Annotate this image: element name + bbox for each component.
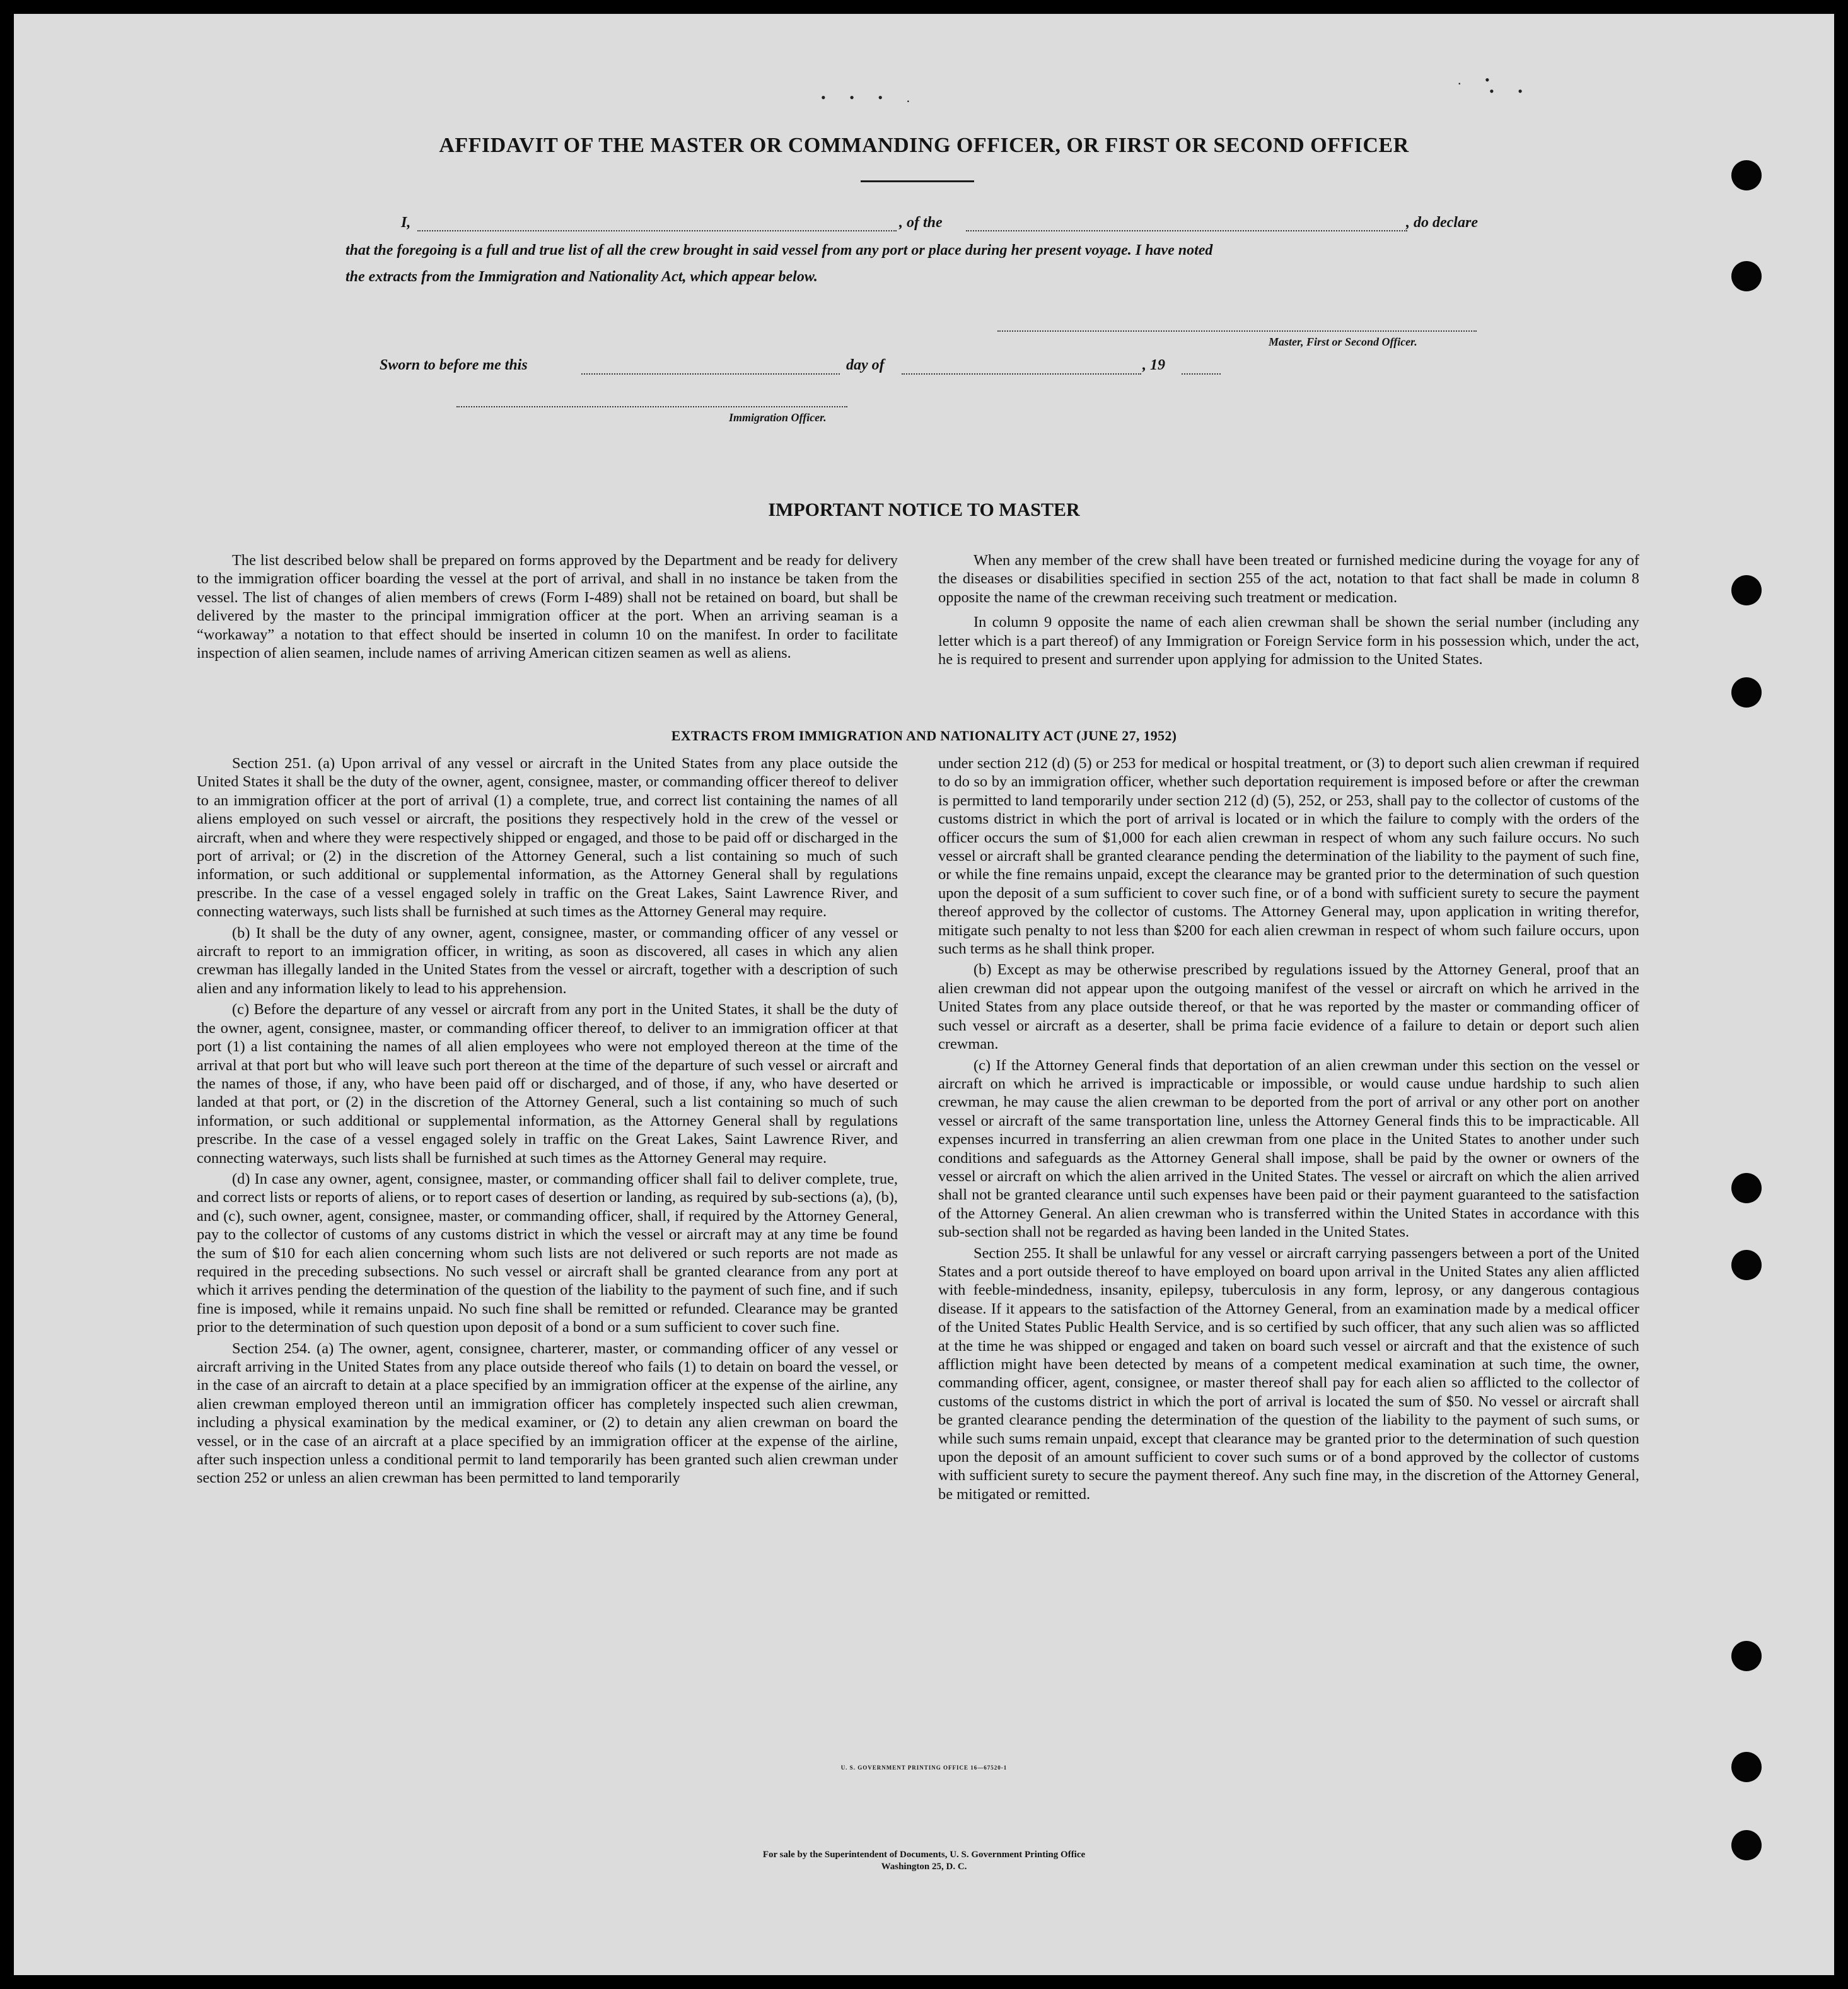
sworn-label: Sworn to before me this [380, 357, 528, 373]
binder-hole [1731, 575, 1762, 605]
do-declare-label: , do declare [1406, 214, 1478, 231]
year-blank[interactable] [1182, 373, 1221, 375]
gpo-imprint: U. S. GOVERNMENT PRINTING OFFICE 16—67520-1 [840, 1764, 1008, 1771]
affidavit-line-2: that the foregoing is a full and true list of all the crew brought in said vessel from any port or place during her present voyage. I have noted [346, 242, 1213, 259]
affidavit-line-3: the extracts from the Immigration and Nationality Act, which appear below. [346, 269, 818, 285]
vessel-blank-line[interactable] [966, 230, 1407, 231]
extract-paragraph: Section 251. (a) Upon arrival of any vessel or aircraft in the United States from any place outside the United States it shall be the duty of the owner, agent, consignee, master, or commanding officer thereof to deliver to an immigration officer at the port of arrival (1) a complete, true, and correct list containing the names of all aliens employed on such vessel or aircraft, the positions they respectively hold in the crew of the vessel or aircraft, when and where they were respectively shipped or engaged, and those to be paid off or discharged in the port of arrival; or (2) in the discretion of the Attorney General, such a list containing so much of such information, or such additional or supplemental information, as the Attorney General shall by regulations prescribe. In the case of a vessel engaged solely in traffic on the Great Lakes, Saint Lawrence River, and connecting waterways, such lists shall be furnished at such times as the Attorney General may require. [197, 755, 898, 921]
extract-paragraph: under section 212 (d) (5) or 253 for medical or hospital treatment, or (3) to deport such alien crewman if required to do so by an immigration officer, whether such deportation requirement is imposed before or after the crewman is permitted to land temporarily under section 212 (d) (5), 252, or 253, shall pay to the collector of customs of the customs district in which the port of arrival is located or in which the failure to comply with the orders of the officer occurs the sum of $1,000 for each alien crewman in respect of whom any such failure occurs. No such vessel or aircraft shall be granted clearance pending the determination of the liability to the payment of such fine, or while the fine remains unpaid, except the clearance may be granted prior to the determination of such question upon the deposit of a sum sufficient to cover such fine, or of a bond with sufficient surety to secure the payment thereof approved by the collector of customs. The Attorney General may, upon application in writing therefor, mitigate such penalty to not less than $200 for each alien crewman in respect of whom such failure occurs, upon such terms as he shall think proper. [938, 755, 1639, 958]
master-signature-caption: Master, First or Second Officer. [1269, 335, 1417, 348]
binder-hole [1731, 677, 1762, 708]
extracts-right-column [938, 754, 1639, 1503]
title-rule [861, 180, 974, 182]
notice-paragraph: In column 9 opposite the name of each alien crewman shall be shown the serial number (including any letter which is a part thereof) of any Immigration or Foreign Service form in his possession which, under the act, he is required to present and surrender upon applying for admission to the United States. [938, 614, 1639, 668]
extract-paragraph: (b) Except as may be otherwise prescribed by regulations issued by the Attorney General, proof that an alien crewman did not appear upon the outgoing manifest of the vessel or aircraft on which he arrived in the United States from any place outside thereof, or that he was reported by the master or commanding officer of such vessel or aircraft as a deserter, shall be prima facie evidence of a failure to detain or deport such alien crewman. [938, 961, 1639, 1053]
of-the-label: , of the [899, 214, 943, 231]
month-blank[interactable] [902, 373, 1141, 375]
extract-paragraph: (d) In case any owner, agent, consignee, master, or commanding officer shall fail to deliver complete, true, and correct lists or reports of aliens, or to report cases of desertion or landing, as required by sub-sections (a), (b), and (c), such owner, agent, consignee, master, or commanding officer, shall, if required by the Attorney General, pay to the collector of customs of any customs district in which the vessel or aircraft may at any time be found the sum of $10 for each alien concerning whom such lists are not delivered or such reports are not made as required in the preceding subsections. No such vessel or aircraft shall be granted clearance from any port at which it arrives pending the determination of the question of the liability to the payment of such fine, and if such fine is imposed, while it remains unpaid. No such fine shall be remitted or refunded. Clearance may be granted prior to the determination of such question upon deposit of a bond or a sum sufficient to cover such fine. [197, 1170, 898, 1336]
binder-hole [1731, 1173, 1762, 1203]
name-blank-line[interactable] [417, 230, 897, 231]
binder-hole [1731, 1641, 1762, 1671]
notice-paragraph: The list described below shall be prepared on forms approved by the Department and be ready for delivery to the immigration officer boarding the vessel at the port of arrival, and shall in no instance be taken from the vessel. The list of changes of alien members of crews (Form I-489) shall not be retained on board, but shall be delivered by the master to the principal immigration officer at the port. When an arriving seaman is a “workaway” a notation to that effect should be inserted in column 10 on the manifest. In order to facilitate inspection of alien seamen, include names of arriving American citizen seamen as well as aliens. [197, 552, 898, 662]
notice-title: IMPORTANT NOTICE TO MASTER [768, 499, 1080, 520]
officer-signature-line[interactable] [456, 406, 847, 407]
sale-notice [14, 1849, 1834, 1873]
binder-hole [1731, 261, 1762, 291]
notice-paragraph: When any member of the crew shall have been treated or furnished medicine during the voyage for any of the diseases or disabilities specified in section 255 of the act, notation to that fact shall be made in column 8 opposite the name of the crewman receiving such treatment or medication. [938, 552, 1639, 606]
document-page [14, 14, 1834, 1975]
extract-paragraph: (b) It shall be the duty of any owner, agent, consignee, master, or commanding officer of any vessel or aircraft to report to an immigration officer, in writing, as soon as discovered, all cases in which any alien crewman has illegally landed in the United States from the vessel or aircraft, together with a description of such alien and any information likely to lead to his apprehension. [197, 924, 898, 997]
affidavit-title: AFFIDAVIT OF THE MASTER OR COMMANDING OFFICER, OR FIRST OR SECOND OFFICER [439, 134, 1409, 157]
binder-hole [1731, 1250, 1762, 1280]
extract-paragraph: (c) If the Attorney General finds that deportation of an alien crewman under this section on the vessel or aircraft on which he arrived is impracticable or impossible, or would cause undue hardship to such alien crewman, he may cause the alien crewman to be deported from the port of arrival or any other port on another vessel or aircraft of the same transportation line, unless the Attorney General finds this to be impracticable. All expenses incurred in transferring an alien crewman from one place in the United States to another under such conditions and safeguards as the Attorney General shall impose, shall be paid by the owner or owners of the vessel or aircraft on which the alien arrived in the United States. The vessel or aircraft on which the alien arrived shall not be granted clearance until such expenses have been paid or their payment guaranteed to the satisfaction of the Attorney General. An alien crewman who is transferred within the United States in accordance with this sub-section shall not be regarded as having been landed in the United States. [938, 1056, 1639, 1241]
extract-paragraph: Section 254. (a) The owner, agent, consignee, charterer, master, or commanding officer of any vessel or aircraft arriving in the United States from any place outside thereof who fails (1) to detain on board the vessel, or in the case of an aircraft to detain at a place specified by an immigration officer at the expense of the airline, any alien crewman employed thereon until an immigration officer has completely inspected such alien crewman, including a physical examination by the medical examiner, or (2) to detain any alien crewman on board the vessel, or in the case of an aircraft at a place specified by an immigration officer at the expense of the airline, after such inspection unless a conditional permit to land temporarily has been granted such alien crewman under section 252 or unless an alien crewman has been permitted to land temporarily [197, 1339, 898, 1487]
extracts-left-column [197, 754, 898, 1488]
day-of-label: day of [846, 357, 885, 373]
extract-paragraph: Section 255. It shall be unlawful for any vessel or aircraft carrying passengers between a port of the United States and a port outside thereof to have employed on board upon arrival in the United States any alien afflicted with feeble-mindedness, insanity, epilepsy, tuberculosis in any form, leprosy, or any dangerous contagious disease. If it appears to the satisfaction of the Attorney General, from an examination made by a medical officer of the United States Public Health Service, and is so certified by such officer, that any such alien was so afflicted at the time he was shipped or engaged and taken on board such vessel or aircraft and that the existence of such affliction might have been detected by means of a competent medical examination at such time, the owner, commanding officer, agent, consignee, or master thereof shall pay for each alien so afflicted to the collector of customs of the customs district in which the port of arrival is located the sum of $50. No vessel or aircraft shall be granted clearance pending the determination of the question of the liability to the payment of such sums, or while such sums remain unpaid, except that clearance may be granted prior to the determination of such question upon the deposit of an amount sufficient to cover such sums or of a bond approved by the collector of customs with sufficient surety to secure the payment thereof. Any such fine may, in the discretion of the Attorney General, be mitigated or remitted. [938, 1244, 1639, 1503]
affidavit-i-label: I, [401, 214, 411, 231]
year-label: , 19 [1142, 357, 1165, 373]
sworn-day-blank[interactable] [581, 373, 840, 375]
notice-right-column [938, 551, 1639, 668]
extract-paragraph: (c) Before the departure of any vessel or aircraft from any port in the United States, it shall be the duty of the owner, agent, consignee, master, or commanding officer thereof, to deliver to an immigration officer at that port (1) a list containing the names of all alien employees who were not employed thereon at the time of the arrival at that port but who will leave such port thereon at the time of the departure of such vessel or aircraft and the names of those, if any, who have been paid off or discharged, and of those, if any, who have deserted or landed at that port, or (2) in the discretion of the Attorney General, such a list containing so much of such information, or such additional or supplemental information, as the Attorney General shall by regulations prescribe. In the case of a vessel engaged solely in traffic on the Great Lakes, Saint Lawrence River, and connecting waterways, such lists shall be furnished at such times as the Attorney General may require. [197, 1001, 898, 1167]
officer-signature-caption: Immigration Officer. [729, 411, 827, 424]
sale-notice-line-2: Washington 25, D. C. [881, 1862, 967, 1872]
speck-marks: • • [1489, 83, 1533, 99]
speck-marks: • • • . [821, 90, 921, 105]
binder-hole [1731, 160, 1762, 190]
speck-marks: . • [1458, 72, 1500, 88]
notice-left-column [197, 551, 898, 662]
extracts-title: EXTRACTS FROM IMMIGRATION AND NATIONALITY ACT (JUNE 27, 1952) [671, 728, 1177, 744]
master-signature-line[interactable] [997, 330, 1477, 332]
sale-notice-line-1: For sale by the Superintendent of Documents, U. S. Government Printing Office [762, 1850, 1086, 1860]
